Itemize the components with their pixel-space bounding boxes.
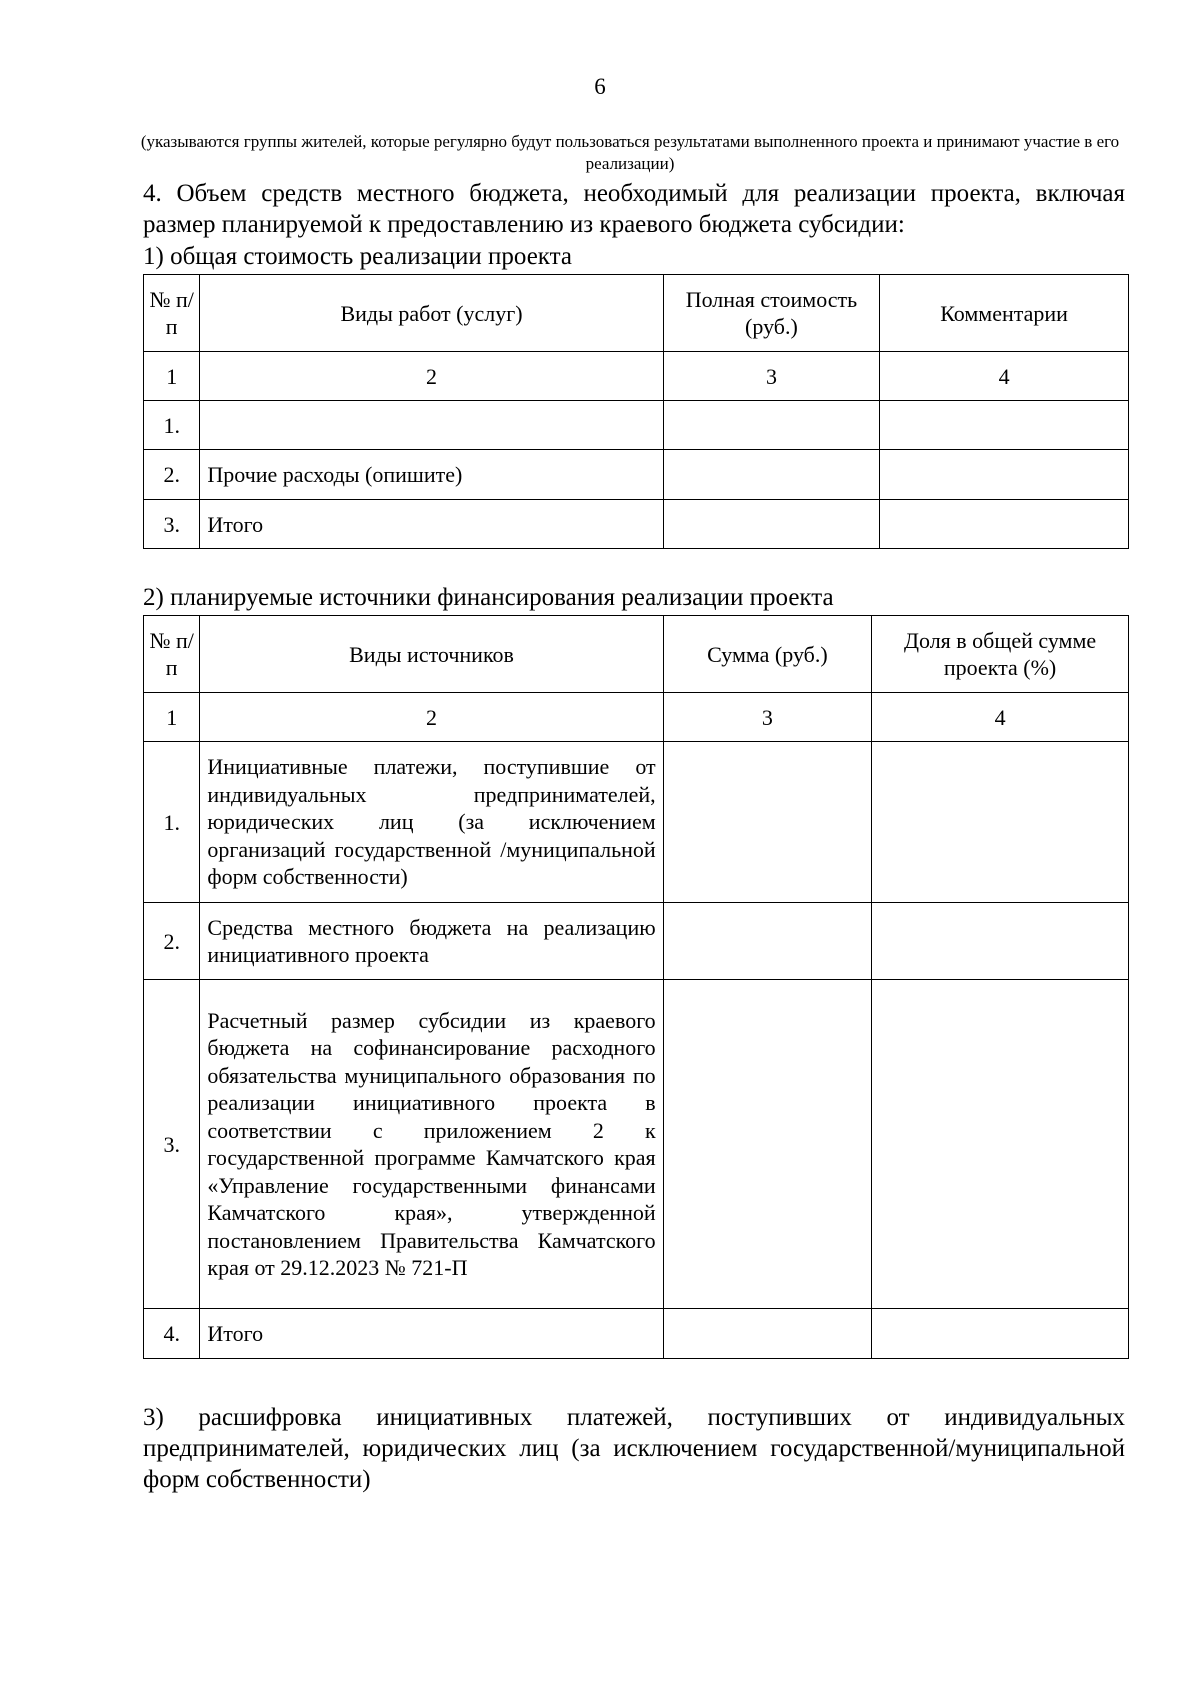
share-cell[interactable] bbox=[872, 742, 1129, 903]
row-number: 2. bbox=[144, 903, 200, 980]
header-cell-sum: Сумма (руб.) bbox=[663, 616, 871, 693]
cost-cell[interactable] bbox=[663, 401, 880, 450]
table-index-row bbox=[144, 693, 1129, 742]
table-row bbox=[144, 401, 1129, 450]
table-header-row bbox=[144, 275, 1129, 352]
funding-sources-table bbox=[143, 615, 1129, 1359]
header-cell-comments: Комментарии bbox=[880, 275, 1129, 352]
row-number: 1. bbox=[144, 742, 200, 903]
table-row bbox=[144, 903, 1129, 980]
cost-cell[interactable] bbox=[663, 500, 880, 549]
work-type-cell[interactable] bbox=[200, 401, 663, 450]
index-cell: 1 bbox=[144, 693, 200, 742]
table2-caption: 2) планируемые источники финансирования реализации проекта bbox=[143, 584, 834, 611]
row-number: 2. bbox=[144, 450, 200, 500]
table-row bbox=[144, 742, 1129, 903]
index-cell: 4 bbox=[872, 693, 1129, 742]
header-cell-source-type: Виды источников bbox=[200, 616, 663, 693]
share-cell[interactable] bbox=[872, 903, 1129, 980]
work-type-cell[interactable]: Прочие расходы (опишите) bbox=[200, 450, 663, 500]
sum-cell[interactable] bbox=[663, 1309, 871, 1359]
sum-cell[interactable] bbox=[663, 980, 871, 1309]
header-cell-share: Доля в общей сумме проекта (%) bbox=[872, 616, 1129, 693]
table1-caption: 1) общая стоимость реализации проекта bbox=[143, 243, 572, 270]
index-cell: 2 bbox=[200, 693, 663, 742]
sum-cell[interactable] bbox=[663, 742, 871, 903]
project-cost-table bbox=[143, 274, 1129, 549]
row-number: 3. bbox=[144, 980, 200, 1309]
table-row-total bbox=[144, 1309, 1129, 1359]
index-cell: 2 bbox=[200, 352, 663, 401]
source-cell: Расчетный размер субсидии из краевого бюджета на софинансирование расходного обязательства муниципального образования по реализации инициативного проекта в соответствии с приложением 2 к государственной программе Камчатского края «Управление государственными финансами Камчатского края», утвержденной постановлением Правительства Камчатского края от 29.12.2023 № 721-П bbox=[200, 980, 663, 1309]
row-number: 4. bbox=[144, 1309, 200, 1359]
source-cell: Итого bbox=[200, 1309, 663, 1359]
section-3-text: 3) расшифровка инициативных платежей, поступивших от индивидуальных предпринимателей, юридических лиц (за исключением государственной/муниципальной форм собственности) bbox=[143, 1404, 1125, 1493]
comment-cell[interactable] bbox=[880, 450, 1129, 500]
index-cell: 1 bbox=[144, 352, 200, 401]
table-header-row bbox=[144, 616, 1129, 693]
source-cell: Средства местного бюджета на реализацию инициативного проекта bbox=[200, 903, 663, 980]
table-row bbox=[144, 450, 1129, 500]
row-number: 3. bbox=[144, 500, 200, 549]
index-cell: 3 bbox=[663, 693, 871, 742]
page-number: 6 bbox=[594, 74, 606, 99]
work-type-cell: Итого bbox=[200, 500, 663, 549]
header-cell-number: № п/п bbox=[144, 275, 200, 352]
index-cell: 3 bbox=[663, 352, 880, 401]
row-number: 1. bbox=[144, 401, 200, 450]
header-cell-work-type: Виды работ (услуг) bbox=[200, 275, 663, 352]
section-4-heading: 4. Объем средств местного бюджета, необходимый для реализации проекта, включая размер планируемой к предоставлению из краевого бюджета субсидии: bbox=[143, 180, 1125, 238]
table-row-total bbox=[144, 500, 1129, 549]
header-cell-full-cost: Полная стоимость (руб.) bbox=[663, 275, 880, 352]
comment-cell[interactable] bbox=[880, 401, 1129, 450]
comment-cell[interactable] bbox=[880, 500, 1129, 549]
table-row bbox=[144, 980, 1129, 1309]
cost-cell[interactable] bbox=[663, 450, 880, 500]
source-cell: Инициативные платежи, поступившие от индивидуальных предпринимателей, юридических лиц (за исключением организаций государственной /муниципальной форм собственности) bbox=[200, 742, 663, 903]
share-cell[interactable] bbox=[872, 980, 1129, 1309]
share-cell[interactable] bbox=[872, 1309, 1129, 1359]
index-cell: 4 bbox=[880, 352, 1129, 401]
header-cell-number: № п/п bbox=[144, 616, 200, 693]
sum-cell[interactable] bbox=[663, 903, 871, 980]
table-index-row bbox=[144, 352, 1129, 401]
purpose-note: (указываются группы жителей, которые регулярно будут пользоваться результатами выполненного проекта и принимают участие в его реализации) bbox=[140, 132, 1120, 173]
